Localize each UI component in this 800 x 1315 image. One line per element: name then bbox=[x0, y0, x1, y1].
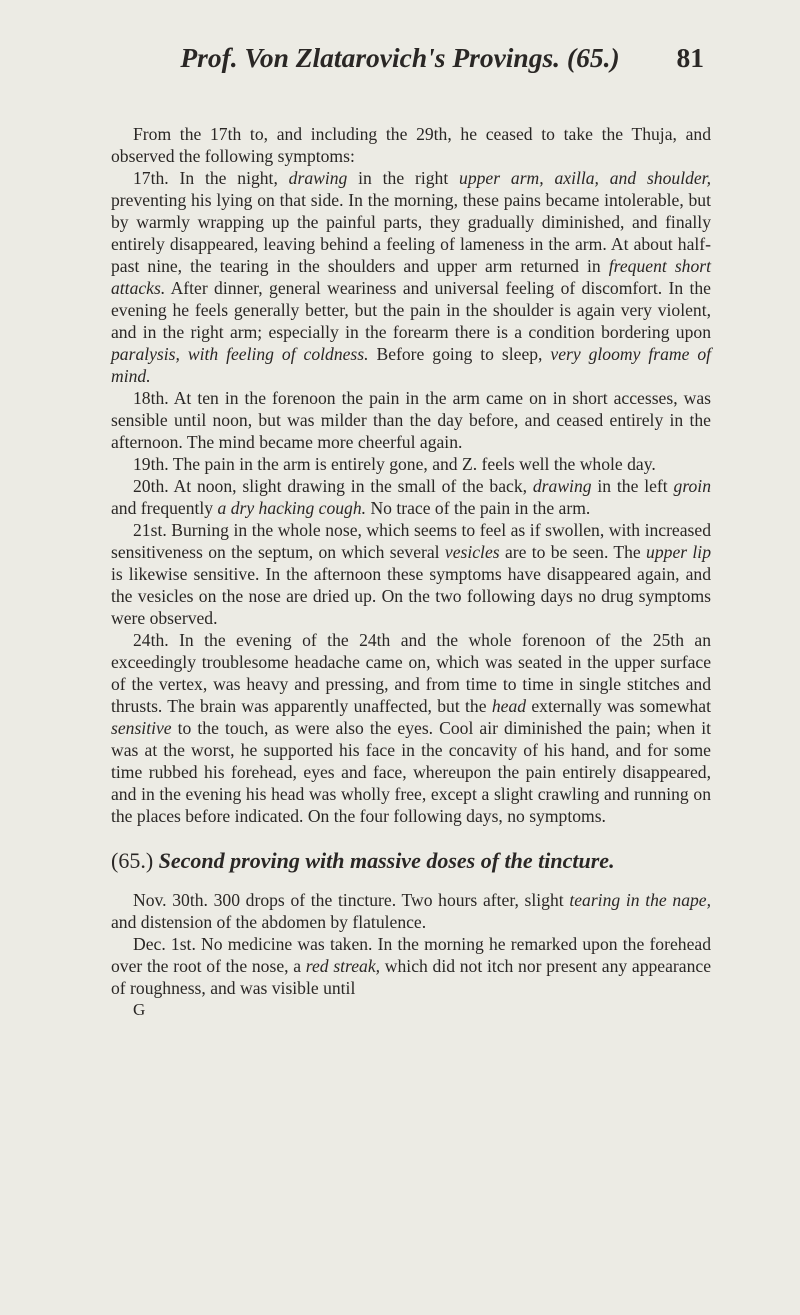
running-head: Prof. Von Zlatarovich's Provings. (65.) bbox=[180, 42, 620, 73]
text-run: From the 17th to, and including the 29th, he ceased to take the Thuja, and observed the following symptoms: bbox=[111, 124, 711, 166]
paragraphs-after-section bbox=[111, 889, 711, 999]
paragraph bbox=[111, 387, 711, 453]
text-run: No trace of the pain in the arm. bbox=[366, 498, 591, 518]
text-run: in the right bbox=[347, 168, 460, 188]
text-run: Nov. 30th. 300 drops of the tincture. Two hours after, slight bbox=[133, 890, 570, 910]
text-run: 20th. At noon, slight drawing in the small of the back, bbox=[133, 476, 533, 496]
paragraphs-before-section bbox=[111, 123, 711, 827]
italic-run: drawing bbox=[532, 476, 592, 496]
text-run: 18th. At ten in the forenoon the pain in the arm came on in short accesses, was sensible until noon, but was milder than the day before, and ceased entirely in the afternoon. The mind became more cheerful again. bbox=[111, 388, 711, 452]
italic-run: head bbox=[491, 696, 527, 716]
italic-run: vesicles bbox=[444, 542, 500, 562]
italic-run: frequent short attacks. bbox=[111, 256, 711, 298]
paragraph bbox=[111, 453, 711, 475]
text-run: Dec. 1st. No medicine was taken. In the morning he remarked upon the forehead over the root of the nose, a bbox=[111, 934, 711, 976]
text-run: and frequently bbox=[111, 498, 218, 518]
text-run: externally was somewhat bbox=[526, 696, 711, 716]
italic-run: paralysis, with feeling of coldness. bbox=[111, 344, 369, 364]
italic-run: drawing bbox=[288, 168, 348, 188]
text-run: in the left bbox=[591, 476, 674, 496]
paragraph bbox=[111, 167, 711, 387]
paragraph bbox=[111, 889, 711, 933]
section-heading bbox=[111, 847, 711, 875]
text-run: to the touch, as were also the eyes. Cool air diminished the pain; when it was at the worst, he supported his face in the concavity of his hand, and for some time rubbed his forehead, eyes and face, whereupon the pain entirely disappeared, and in the evening his head was wholly free, except a slight crawling and running on the places before indicated. On the four following days, no symptoms. bbox=[111, 718, 711, 826]
italic-run: a dry hacking cough. bbox=[217, 498, 367, 518]
text-run: preventing his lying on that side. In the morning, these pains became intolerable, but by warmly wrapping up the painful parts, they gradually diminished, and finally entirely disappeared, leaving behind a feeling of lameness in the arm. At about half-past nine, the tearing in the shoulders and upper arm returned in bbox=[111, 190, 711, 276]
section-number: (65.) bbox=[111, 848, 154, 873]
text-run: Before going to sleep, bbox=[368, 344, 551, 364]
italic-run: very gloomy frame of mind. bbox=[111, 344, 711, 386]
italic-run: groin bbox=[673, 476, 711, 496]
text-run: is likewise sensitive. In the afternoon these symptoms have disappeared again, and the vesicles on the nose are dried up. On the two following days no drug symptoms were observed. bbox=[111, 564, 711, 628]
italic-run: tearing in the nape, bbox=[569, 890, 711, 910]
section-title: Second proving with massive doses of the tincture. bbox=[158, 848, 615, 873]
text-run: After dinner, general weariness and universal feeling of discomfort. In the evening he feels generally better, but the pain in the shoulder is again very violent, and in the right arm; especially in the forearm there is a condition bordering upon bbox=[111, 278, 711, 342]
paragraph bbox=[111, 475, 711, 519]
paragraph bbox=[111, 519, 711, 629]
paragraph bbox=[111, 123, 711, 167]
signature-mark: G bbox=[133, 1000, 146, 1019]
text-run: 17th. In the night, bbox=[133, 168, 289, 188]
italic-run: sensitive bbox=[111, 718, 172, 738]
text-run: are to be seen. The bbox=[499, 542, 647, 562]
text-run: 21st. Burning in the whole nose, which seems to feel as if swollen, with increased sensitiveness on the septum, on which several bbox=[111, 520, 711, 562]
italic-run: red streak, bbox=[305, 956, 381, 976]
text-run: and distension of the abdomen by flatulence. bbox=[111, 912, 427, 932]
paragraph bbox=[111, 629, 711, 827]
page-header bbox=[0, 42, 800, 82]
paragraph bbox=[111, 933, 711, 999]
italic-run: upper arm, axilla, and shoulder, bbox=[459, 168, 711, 188]
italic-run: upper lip bbox=[646, 542, 711, 562]
text-run: 19th. The pain in the arm is entirely gone, and Z. feels well the whole day. bbox=[133, 454, 656, 474]
text-run: which did not itch nor present any appearance of roughness, and was visible until bbox=[111, 956, 711, 998]
body-text bbox=[111, 123, 711, 1021]
page-number: 81 bbox=[676, 42, 704, 73]
text-run: 24th. In the evening of the 24th and the whole forenoon of the 25th an exceedingly troublesome headache came on, which was seated in the upper surface of the vertex, was heavy and pressing, and from time to time in single stitches and thrusts. The brain was apparently unaffected, but the bbox=[111, 630, 711, 716]
